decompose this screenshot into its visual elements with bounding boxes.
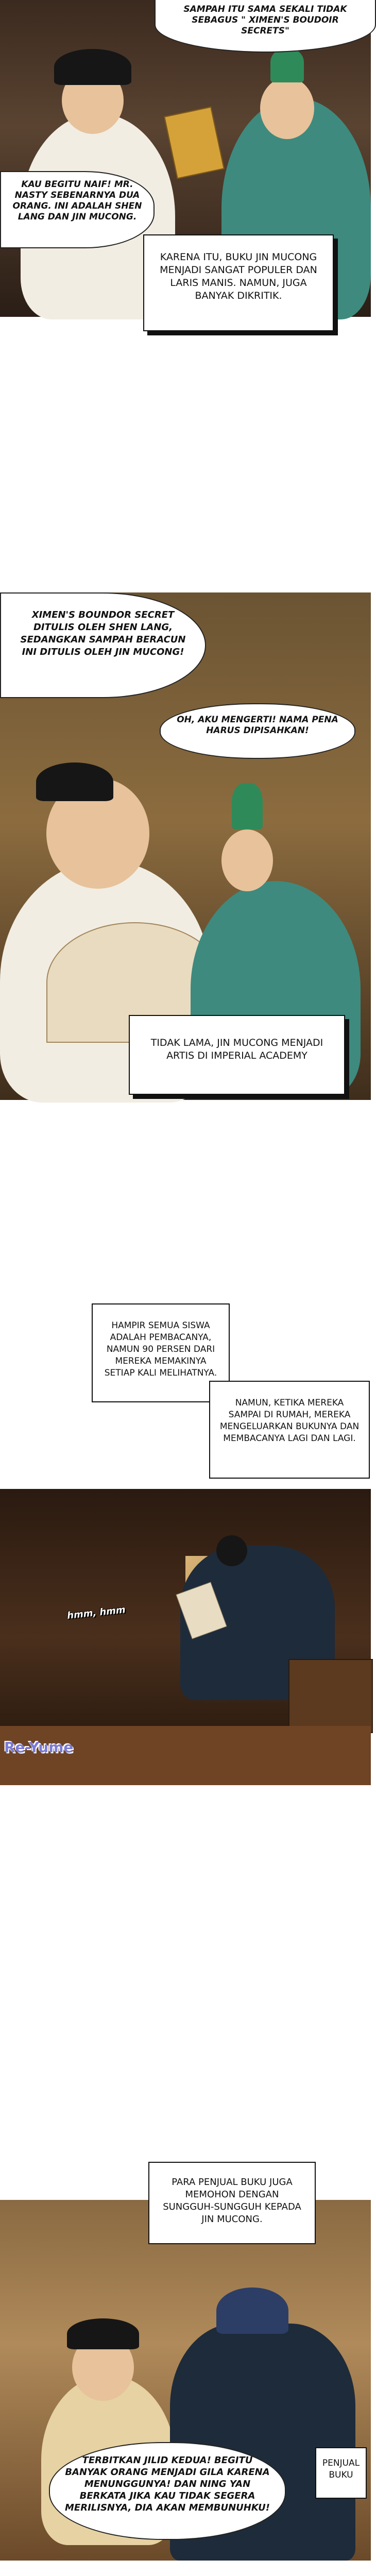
panel-2	[0, 592, 371, 1100]
speech-bubble-left: XIMEN'S BOUNDOR SECRET DITULIS OLEH SHEN LANG, SEDANGKAN SAMPAH BERACUN INI DITULIS OLEH JIN MUCONG!	[0, 592, 206, 698]
black-hat	[54, 49, 131, 85]
caption-box: TIDAK LAMA, JIN MUCONG MENJADI ARTIS DI IMPERIAL ACADEMY	[129, 1015, 345, 1095]
caption-box: KARENA ITU, BUKU JIN MUCONG MENJADI SANGAT POPULER DAN LARIS MANIS. NAMUN, JUGA BANYAK DIKRITIK.	[143, 234, 334, 331]
panel-4	[0, 2177, 371, 2561]
wooden-chest	[288, 1659, 373, 1733]
face-scholar	[260, 77, 314, 139]
speech-bubble-right: OH, AKU MENGERTI! NAMA PENA HARUS DIPISAHKAN!	[160, 703, 355, 759]
narration-box-2: NAMUN, KETIKA MEREKA SAMPAI DI RUMAH, MEREKA MENGELUARKAN BUKUNYA DAN MEMBACANYA LAGI DAN LAGI.	[209, 1381, 370, 1479]
panel-1	[0, 0, 371, 317]
black-hat-2	[36, 762, 113, 801]
watermark-logo: Re-Yume	[4, 1739, 74, 1756]
speech-bubble-left: KAU BEGITU NAIF! MR. NASTY SEBENARNYA DUA ORANG. INI ADALAH SHEN LANG DAN JIN MUCONG.	[0, 171, 155, 248]
book-prop	[164, 107, 225, 179]
speech-bubble-top: SAMPAH ITU SAMA SEKALI TIDAK SEBAGUS " XIMEN'S BOUDOIR SECRETS"	[155, 0, 376, 53]
hat-bookseller-left	[67, 2318, 139, 2349]
caption-box: PARA PENJUAL BUKU JUGA MEMOHON DENGAN SUNGGUH-SUNGGUH KEPADA JIN MUCONG.	[148, 2162, 316, 2244]
hat-jin-mucong	[216, 2287, 288, 2334]
narration-box-1: HAMPIR SEMUA SISWA ADALAH PEMBACANYA, NAMUN 90 PERSEN DARI MEREKA MEMAKINYA SETIAP KALI MELIHATNYA.	[92, 1303, 230, 1402]
speech-bubble-main: TERBITKAN JILID KEDUA! BEGITU BANYAK ORANG MENJADI GILA KARENA MENUNGGUNYA! DAN NING YAN BERKATA JIKA KAU TIDAK SEGERA MERILISNYA, DIA AKAN MEMBUNUHKU!	[49, 2442, 286, 2540]
panel-3	[0, 1489, 371, 1785]
green-crown-2	[232, 783, 263, 829]
face-green-scholar	[221, 829, 273, 891]
side-label-bookseller: PENJUAL BUKU	[315, 2447, 367, 2499]
sound-effect-text: hmm, hmm	[66, 1604, 126, 1621]
hair-bun	[216, 1535, 247, 1566]
green-crown	[270, 49, 304, 82]
